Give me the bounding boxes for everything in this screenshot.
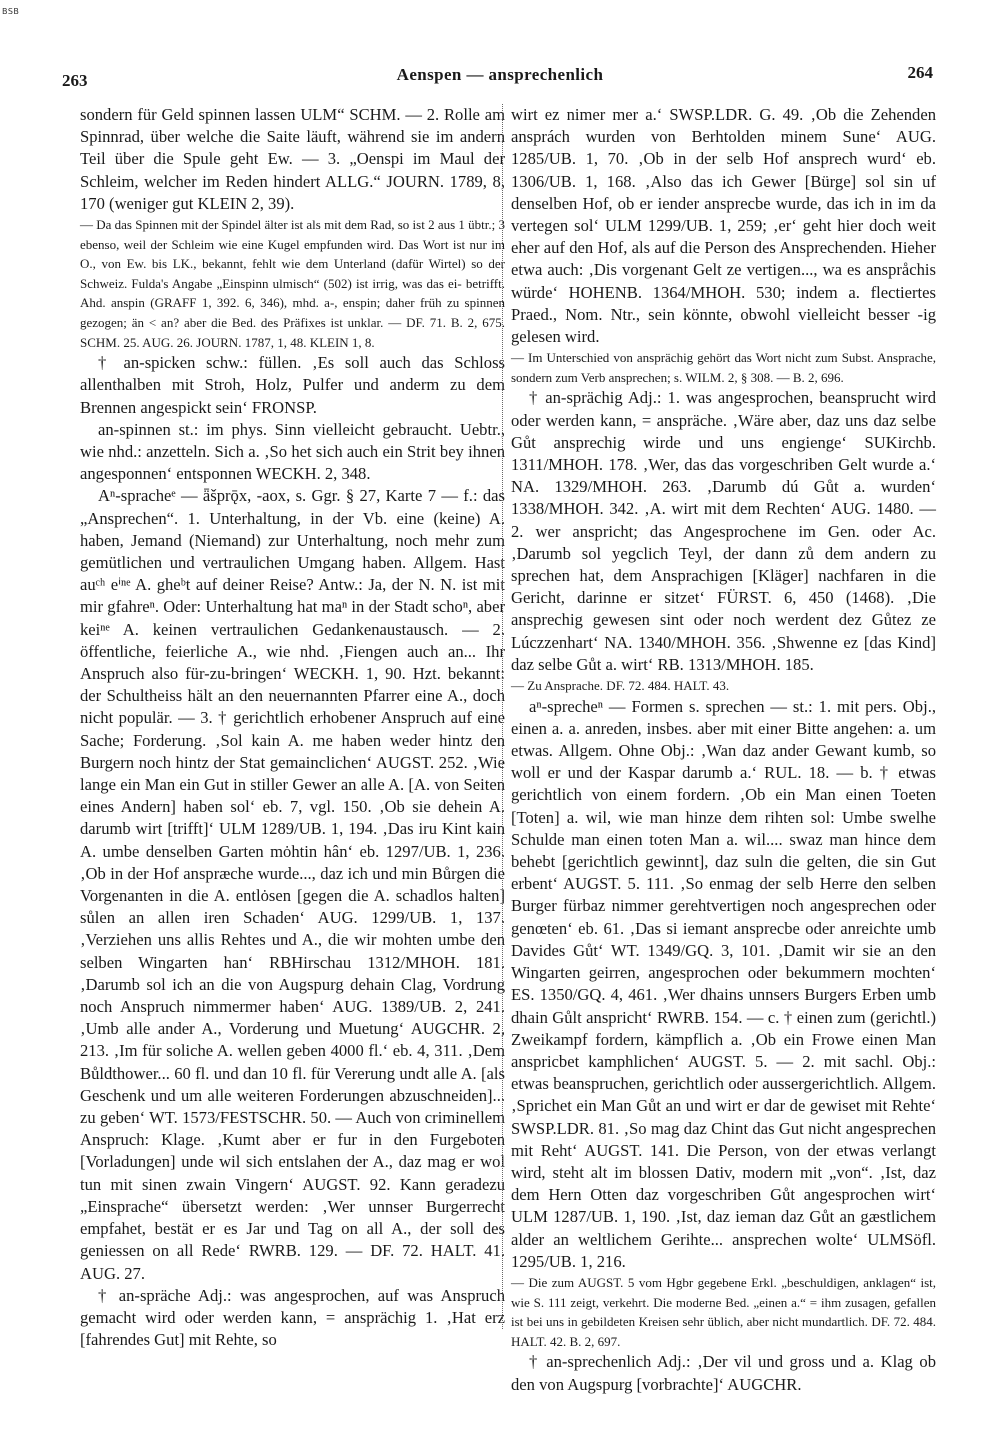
- library-stamp: BSB: [2, 7, 20, 16]
- right-column: [511, 104, 936, 1396]
- entry-an-spinnen: an-spinnen st.: im phys. Sinn vielleicht gebraucht. Uebtr., wie nhd.: anzetteln. Sich a. ‚So het sich auch ein Strit bey ihnen angesponnen‘ entsponnen WECKH. 2, 348.: [80, 419, 505, 484]
- entry-an-spicken: † an-spicken schw.: füllen. ‚Es soll auch das Schloss allenthalben mit Stroh, Holz, Pulfer und anderm zu dem Brennen angespickt sein‘ FRONSP.: [80, 353, 505, 417]
- note-r6: — Die zum AUGST. 5 vom Hgbr gegebene Erkl. „beschuldigen, anklagen“ ist, wie S. 111 zeigt, verkehrt. Die moderne Bed. „einen a.“ = ihm zusagen, gefallen ist bei uns in gebildeten Kreisen sehr üblich, aber nicht mundartlich. DF. 72. 484. HALT. 42. B. 2, 697.: [511, 1274, 936, 1349]
- entry-an-sprechen: aⁿ-sprecheⁿ — Formen s. sprechen — st.: 1. mit pers. Obj., einen a. a. anreden, insbes. aber mit einer Bitte angehen: a. um etwas. Allgem. Ohne Obj.: ‚Wan daz ander Gewant kumb, so woll er und der Kaspar darumb a.‘ RUL. 18. — b. † etwas gerichtlich von einem fordern. ‚Ob ein Man einen Toeten [Toten] a. wil, wie man hinze dem rihten sol: Umbe swelhe Schulde man einen toten Man a. wil.... swaz man hince dem behebt [gerichtlich gewinnt], daz suln die gelten, die sin Gut erbent‘ AUGST. 5. 111. ‚So enmag der selb Herre den selben Burger fürbaz nimmer gerehtvertigen noch angesprechen oder genœten‘ eb. 61. ‚Das si iemant ansprecbe oder anreichte umb Davides Gůt‘ WT. 1349/GQ. 3, 101. ‚Damit wir sie an den Wingarten geirren, angesprochen oder bekummern mochten‘ ES. 1350/GQ. 4, 461. ‚Wer dhains unnsers Burgers Erben umb dhain Gůlt anspricht‘ RWRB. 154. — c. † einen zum (gerichtl.) Zweikampf fordern, kämpflich a. ‚Ob ein Frowe einen Man anspricbet kamphlichen‘ AUGST. 5. — 2. mit sachl. Obj.: etwas beanspruchen, gerichtlich oder aussergerichtlich. Allgem. ‚Sprichet ein Man Gůt an und wirt er dar de gewiset mit Rehte‘ SWSP.LDR. 81. ‚So mag daz Chint das Gut nicht angesprechen mit Reht‘ AUGST. 141. Die Person, von der etwas verlangt wird, steht alt im blossen Dativ, modern mit „von“. ‚Ist, daz dem Hern Otten daz vorgeschriben Gůt angesprochen wirt‘ ULM 1287/UB. 1, 190. ‚Ist, daz ieman daz Gůt an gæstlichem alder an weltlichem Gerihte... ansprechen wolte‘ ULMSöfl. 1295/UB. 1, 216.: [511, 696, 936, 1271]
- paragraph-l1: sondern für Geld spinnen lassen ULM“ SCHM. — 2. Rolle am Spinnrad, über welche die Saite läuft, während sie im andern Teil über die Spule geht Ew. — 3. „Oenspi im Maul der Schleim, welcher im Reden hindert ALLG.“ JOURN. 1789, 8, 170 (weniger gut KLEIN 2, 39).: [80, 105, 505, 213]
- note-l2: — Da das Spinnen mit der Spindel älter ist als mit dem Rad, so ist 2 aus 1 übtr.; 3 ebenso, weil der Schleim wie eine Kugel empfunden wird. Das Wort ist nur im O., von Ew. bis LK., bekannt, fehlt wie dem Unterland (dafür Wirtel) so der Schweiz. Fulda's Angabe „Einspinn ulmisch“ (502) ist irrig, was das ei- betrifft. Ahd. anspin (GRAFF 1, 392. 6, 346), mhd. a-, enspin; daher früh zu spinnen gezogen; än < an? aber die Bed. des Präfixes ist unklar. — DF. 71. B. 2, 675. SCHM. 25. AUG. 26. JOURN. 1787, 1, 48. KLEIN 1, 8.: [80, 217, 505, 350]
- running-head-title: Aenspen — ansprechenlich: [396, 65, 604, 84]
- page-number-left: 263: [62, 71, 88, 90]
- note-r2: — Im Unterschied von ansprächig gehört das Wort nicht zum Subst. Ansprache, sondern zum Verb ansprechen; s. WILM. 2, § 308. — B. 2, 696.: [511, 350, 936, 385]
- entry-an-sprache: Aⁿ-spracheᵉ — ǟšprǭx, -aox, s. Ggr. § 27, Karte 7 — f.: das „Ansprechen“. 1. Unterhaltung, in der Vb. eine (keine) A. haben, Jemand (Niemand) zur Unterhaltung, noch mehr zum gemütlichen und vertraulichen Umgang haben. Allgem. Hast auᶜʰ eⁱⁿᵉ A. gheᵇt auf deiner Reise? Antw.: Ja, der N. N. ist mit mir gfahreⁿ. Oder: Unterhaltung hat maⁿ in der Stadt schoⁿ, aber keiⁿᵉ A. keinen vertraulichen Gedankenaustausch. — 2. öffentliche, feierliche A., wie nhd. ‚Fiengen auch an... Ihr Anspruch also für-zu-bringen‘ WECKH. 1, 90. Hzt. bekannt: der Schultheiss hält an den neuernannten Pfarrer eine A., doch nicht populär. — 3. † gerichtlich erhobener Anspruch auf eine Sache; Forderung. ‚Sol kain A. me haben weder hintz den Burgern noch hintz der Stat gemainclichen‘ AUGST. 252. ‚Wie lange ein Man ein Gut in stiller Gewer an alle A. [A. von Seiten eines Andern] haben sol‘ eb. 7, vgl. 150. ‚Ob sie dehein A. darumb wirt [trifft]‘ ULM 1289/UB. 1, 194. ‚Das iru Kint kain A. umbe denselben Garten mȯhtin hân‘ eb. 1297/UB. 1, 236. ‚Ob in der Hof anspræche wurde..., daz ich und min Bůrgen die Vorgenanten in die A. entlȯsen [gegen die A. schadlos halten] sůlen an allen iren Schaden‘ AUG. 1299/UB. 1, 137. ‚Verziehen uns allis Rehtes und A., die wir mohten umbe den selben Wingarten han‘ RBHirschau 1312/MHOH. 181. ‚Darumb sol ich an die von Augspurg dehain Clag, Vordrung noch Anspruch nimmermer haben‘ AUG. 1389/UB. 2, 241. ‚Umb alle ander A., Vorderung und Muetung‘ AUGCHR. 2, 213. ‚Im für soliche A. wellen geben 4000 fl.‘ eb. 4, 311. ‚Dem Bůldthower... 60 fl. und dan 10 fl. für Vererung undt alle A. [als Geschenk und um alle weiteren Forderungen abzuschneiden]... zu geben‘ WT. 1573/FESTSCHR. 50. — Auch von criminellem Anspruch: Klage. ‚Kumt aber er fur in den Furgeboten [Vorladungen] unde wil sich entslahen der A., daz mag er wol tun mit sinen zwain Vingern‘ AUGST. 92. Kann geradezu „Einsprache“ übersetzt werden: ‚Wer unnser Burgerrecht empfahet, bestät er es Jar und Tag on all A., der soll des geniessen on all Rede‘ RWRB. 129. — DF. 72. HALT. 41. AUG. 27.: [80, 486, 505, 1283]
- entry-an-sprechenlich: † an-sprechenlich Adj.: ‚Der vil und gross und a. Klag ob den von Augspurg [vorbrachte]‘ AUGCHR.: [511, 1352, 936, 1394]
- paragraph-r1: wirt ez nimer mer a.‘ SWSP.LDR. G. 49. ‚Ob die Zehenden ansprách wurden von Berhtolden minem Sune‘ AUG. 1285/UB. 1, 70. ‚Ob in der selb Hof ansprech wurd‘ eb. 1306/UB. 1, 168. ‚Also das ich Gewer [Bürge] sol sin uf denselben Hof, ob er iender ansprecbe wurde, das ich in im da vertegen sol‘ ULM 1299/UB. 1, 259; ‚er‘ geht hier doch weit eher auf den Hof, als auf die Person des Ansprechenden. Hieher etwa auch: ‚Dis vorgenant Gelt ze vertigen..., wa es anspråchis würde‘ HOHENB. 1364/MHOH. 530; indem a. flectiertes Praed., Nom. Ntr., sein könnte, obwohl vielleicht besser -ig gelesen wird.: [511, 105, 936, 347]
- entry-an-spraeche: † an-spräche Adj.: was angesprochen, auf was Anspruch gemacht wird oder werden kann, = ansprächig 1. ‚Hat erz [fahrendes Gut] mit Rehte, so: [80, 1285, 505, 1350]
- column-divider: [502, 104, 503, 1329]
- note-r4: — Zu Ansprache. DF. 72. 484. HALT. 43.: [511, 678, 730, 694]
- page-number-right: 264: [907, 63, 933, 82]
- left-column: [80, 104, 505, 1351]
- entry-an-spraechig: † an-sprächig Adj.: 1. was angesprochen, beansprucht wird oder werden kann, = ansprächе. ‚Wäre aber, daz uns daz selbe Gůt ansprechig wirde und uns engienge‘ SUKirchb. 1311/MHOH. 178. ‚Wer, das das vorgeschriben Gelt wurde a.‘ NA. 1329/MHOH. 263. ‚Darumb dú Gůt a. wurden‘ 1338/MHOH. 342. ‚A. wirt mit dem Rechten‘ AUG. 1480. — 2. wer anspricht; das Angesprochene im Gen. oder Ac. ‚Darumb sol yegclich Teyl, der dann zů dem andern zu sprechen hat, dem Ansprachigen [Kläger] nachfaren in die Gericht, darinne er sitzet‘ FÜRST. 6, 450 (1468). ‚Die ansprechig gewesen sint oder noch werdent dez Gůtez ze Lúczzenhart‘ NA. 1340/MHOH. 356. ‚Shwenne ez [das Kind] daz selbe Gůt a. wirt‘ RB. 1313/MHOH. 185.: [511, 388, 936, 674]
